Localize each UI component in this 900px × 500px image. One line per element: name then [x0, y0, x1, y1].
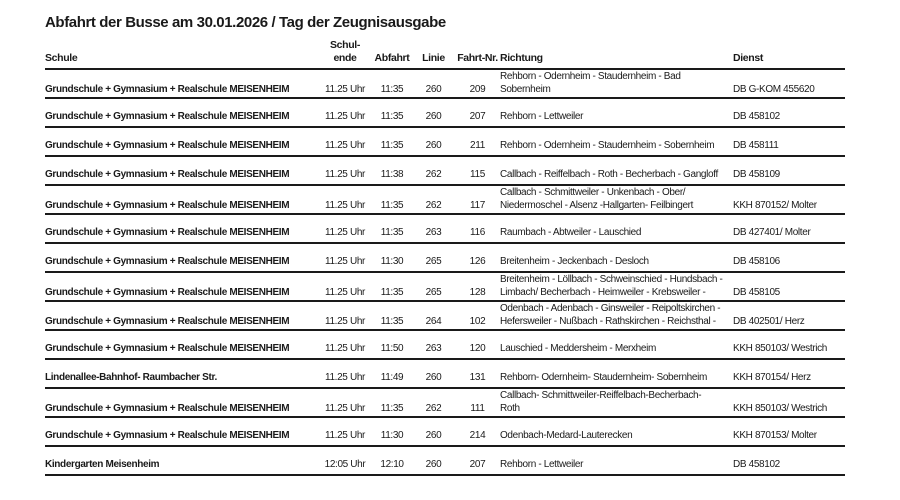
cell-richtung — [500, 273, 733, 302]
cell-richtung — [500, 429, 733, 445]
cell-dienst: KKH 850103/ Westrich — [733, 403, 827, 414]
cell-linie: 262 — [425, 403, 442, 414]
cell-schulende: 11.25 Uhr — [324, 84, 366, 95]
column-header-abfahrt: Abfahrt — [374, 52, 410, 64]
cell-fahrt-nr: 131 — [469, 372, 486, 383]
cell-abfahrt: 11:30 — [380, 256, 404, 267]
richtung-line: Niedermoschel - Alsenz -Hallgarten- Feilbingert — [500, 200, 694, 211]
cell-schulende: 11.25 Uhr — [324, 343, 366, 354]
cell-linie: 260 — [425, 140, 442, 151]
cell-richtung — [500, 255, 733, 271]
cell-fahrt-nr: 117 — [470, 200, 485, 211]
cell-schulende: 11.25 Uhr — [324, 403, 366, 414]
bus-departure-table — [45, 32, 845, 476]
cell-abfahrt: 11:35 — [380, 403, 404, 414]
cell-linie: 260 — [425, 430, 442, 441]
cell-fahrt-nr: 111 — [470, 403, 485, 414]
richtung-line: Raumbach - Abtweiler - Lauschied — [500, 227, 642, 238]
cell-schulende: 11.25 Uhr — [324, 111, 366, 122]
cell-fahrt-nr: 126 — [469, 256, 486, 267]
table-body — [45, 70, 845, 476]
cell-linie: 260 — [425, 459, 442, 470]
cell-fahrt-nr: 211 — [470, 140, 485, 151]
table-row — [45, 128, 845, 157]
cell-schule: Grundschule + Gymnasium + Realschule MEISENHEIM — [45, 227, 290, 238]
cell-richtung — [500, 226, 733, 242]
cell-schule: Grundschule + Gymnasium + Realschule MEISENHEIM — [45, 403, 290, 414]
cell-dienst: DB 458111 — [733, 140, 779, 151]
richtung-line: Callbach - Reiffelbach - Roth - Becherbach - Gangloff — [500, 169, 718, 180]
cell-schule: Grundschule + Gymnasium + Realschule MEISENHEIM — [45, 200, 290, 211]
cell-dienst: DB 458109 — [733, 169, 780, 180]
cell-schulende: 11.25 Uhr — [324, 169, 366, 180]
cell-dienst: DB 402501/ Herz — [733, 316, 805, 327]
column-header-dienst: Dienst — [733, 52, 763, 64]
column-header-schule: Schule — [45, 52, 78, 64]
cell-linie: 265 — [425, 256, 442, 267]
richtung-line: Odenbach - Adenbach - Ginsweiler - Reipoltskirchen - — [500, 303, 721, 314]
richtung-line: Breitenheim - Löllbach - Schweinschied - Hundsbach - — [500, 274, 723, 285]
richtung-line: Rehborn - Odernheim - Staudernheim - Bad — [500, 71, 681, 82]
table-row — [45, 99, 845, 128]
cell-schule: Grundschule + Gymnasium + Realschule MEISENHEIM — [45, 343, 290, 354]
page-title: Abfahrt der Busse am 30.01.2026 / Tag der Zeugnisausgabe — [45, 14, 446, 31]
cell-richtung — [500, 458, 733, 474]
cell-abfahrt: 11:30 — [380, 430, 404, 441]
cell-fahrt-nr: 120 — [469, 343, 486, 354]
cell-schule: Grundschule + Gymnasium + Realschule MEISENHEIM — [45, 256, 290, 267]
cell-schule: Grundschule + Gymnasium + Realschule MEISENHEIM — [45, 84, 290, 95]
cell-fahrt-nr: 128 — [469, 287, 486, 298]
cell-schulende: 11.25 Uhr — [324, 256, 366, 267]
cell-abfahrt: 12:10 — [380, 459, 404, 470]
cell-linie: 262 — [425, 169, 442, 180]
cell-linie: 263 — [425, 227, 442, 238]
richtung-line: Rehborn - Lettweiler — [500, 459, 584, 470]
cell-richtung — [500, 139, 733, 155]
cell-fahrt-nr: 116 — [470, 227, 485, 238]
cell-fahrt-nr: 209 — [469, 84, 486, 95]
cell-abfahrt: 11:35 — [380, 111, 404, 122]
cell-schule: Lindenallee-Bahnhof- Raumbacher Str. — [45, 372, 217, 383]
cell-richtung — [500, 70, 733, 99]
cell-schulende: 11.25 Uhr — [324, 316, 366, 327]
richtung-line: Hefersweiler - Nußbach - Rathskirchen - Reichsthal - — [500, 316, 716, 327]
cell-abfahrt: 11:35 — [380, 84, 404, 95]
table-row — [45, 302, 845, 331]
cell-richtung — [500, 371, 733, 387]
cell-dienst: KKH 870152/ Molter — [733, 200, 817, 211]
cell-linie: 262 — [425, 200, 442, 211]
richtung-line: Rehborn- Odernheim- Staudernheim- Sobernheim — [500, 372, 707, 383]
table-row — [45, 244, 845, 273]
table-header-row — [45, 32, 845, 70]
column-header-schulende-line2: ende — [333, 52, 357, 64]
cell-abfahrt: 11:49 — [380, 372, 404, 383]
cell-schule: Kindergarten Meisenheim — [45, 459, 160, 470]
richtung-line: Odenbach-Medard-Lauterecken — [500, 430, 633, 441]
cell-fahrt-nr: 207 — [469, 111, 486, 122]
cell-linie: 265 — [425, 287, 442, 298]
table-row — [45, 273, 845, 302]
table-row — [45, 418, 845, 447]
cell-abfahrt: 11:35 — [380, 227, 404, 238]
cell-schulende: 11.25 Uhr — [324, 372, 366, 383]
richtung-line: Roth — [500, 403, 520, 414]
richtung-line: Sobernheim — [500, 84, 551, 95]
cell-abfahrt: 11:38 — [380, 169, 404, 180]
richtung-line: Breitenheim - Jeckenbach - Desloch — [500, 256, 649, 267]
cell-abfahrt: 11:35 — [380, 140, 404, 151]
cell-richtung — [500, 186, 733, 215]
cell-schulende: 12:05 Uhr — [324, 459, 366, 470]
cell-richtung — [500, 168, 733, 184]
cell-richtung — [500, 389, 733, 418]
cell-schule: Grundschule + Gymnasium + Realschule MEISENHEIM — [45, 169, 290, 180]
cell-richtung — [500, 342, 733, 358]
column-header-schulende — [318, 39, 372, 68]
table-row — [45, 331, 845, 360]
richtung-line: Rehborn - Lettweiler — [500, 111, 584, 122]
cell-richtung — [500, 302, 733, 331]
cell-richtung — [500, 110, 733, 126]
table-row — [45, 447, 845, 476]
cell-dienst: KKH 870154/ Herz — [733, 372, 811, 383]
richtung-line: Lauschied - Meddersheim - Merxheim — [500, 343, 656, 354]
cell-schulende: 11.25 Uhr — [324, 200, 366, 211]
cell-dienst: DB 458105 — [733, 287, 780, 298]
cell-dienst: DB 427401/ Molter — [733, 227, 811, 238]
cell-linie: 260 — [425, 111, 442, 122]
cell-dienst: KKH 870153/ Molter — [733, 430, 817, 441]
cell-linie: 263 — [425, 343, 442, 354]
cell-abfahrt: 11:35 — [380, 287, 404, 298]
cell-schule: Grundschule + Gymnasium + Realschule MEISENHEIM — [45, 316, 290, 327]
richtung-line: Rehborn - Odernheim - Staudernheim - Sobernheim — [500, 140, 715, 151]
richtung-line: Callbach - Schmittweiler - Unkenbach - Ober/ — [500, 187, 686, 198]
cell-linie: 260 — [425, 372, 442, 383]
cell-fahrt-nr: 102 — [469, 316, 486, 327]
cell-dienst: DB 458106 — [733, 256, 780, 267]
cell-linie: 264 — [425, 316, 442, 327]
cell-abfahrt: 11:50 — [380, 343, 404, 354]
cell-schulende: 11.25 Uhr — [324, 140, 366, 151]
richtung-line: Callbach- Schmittweiler-Reiffelbach-Becherbach- — [500, 390, 702, 401]
table-row — [45, 389, 845, 418]
richtung-line: Limbach/ Becherbach - Heimweiler - Krebsweiler - — [500, 287, 706, 298]
cell-fahrt-nr: 214 — [469, 430, 486, 441]
cell-dienst: DB G-KOM 455620 — [733, 84, 815, 95]
cell-schulende: 11.25 Uhr — [324, 430, 366, 441]
cell-fahrt-nr: 207 — [469, 459, 486, 470]
cell-abfahrt: 11:35 — [380, 200, 404, 211]
cell-schule: Grundschule + Gymnasium + Realschule MEISENHEIM — [45, 140, 290, 151]
cell-dienst: DB 458102 — [733, 111, 780, 122]
column-header-linie: Linie — [422, 52, 445, 64]
table-row — [45, 186, 845, 215]
table-row — [45, 157, 845, 186]
cell-dienst: DB 458102 — [733, 459, 780, 470]
cell-schule: Grundschule + Gymnasium + Realschule MEISENHEIM — [45, 287, 290, 298]
cell-schule: Grundschule + Gymnasium + Realschule MEISENHEIM — [45, 111, 290, 122]
table-row — [45, 70, 845, 99]
cell-abfahrt: 11:35 — [380, 316, 404, 327]
column-header-fahrt-nr: Fahrt-Nr. — [457, 52, 498, 64]
cell-fahrt-nr: 115 — [470, 169, 485, 180]
cell-schulende: 11.25 Uhr — [324, 227, 366, 238]
cell-dienst: KKH 850103/ Westrich — [733, 343, 827, 354]
cell-linie: 260 — [425, 84, 442, 95]
column-header-richtung: Richtung — [500, 52, 543, 64]
cell-schulende: 11.25 Uhr — [324, 287, 366, 298]
column-header-schulende-line1: Schul- — [330, 39, 360, 51]
cell-schule: Grundschule + Gymnasium + Realschule MEISENHEIM — [45, 430, 290, 441]
table-row — [45, 360, 845, 389]
table-row — [45, 215, 845, 244]
